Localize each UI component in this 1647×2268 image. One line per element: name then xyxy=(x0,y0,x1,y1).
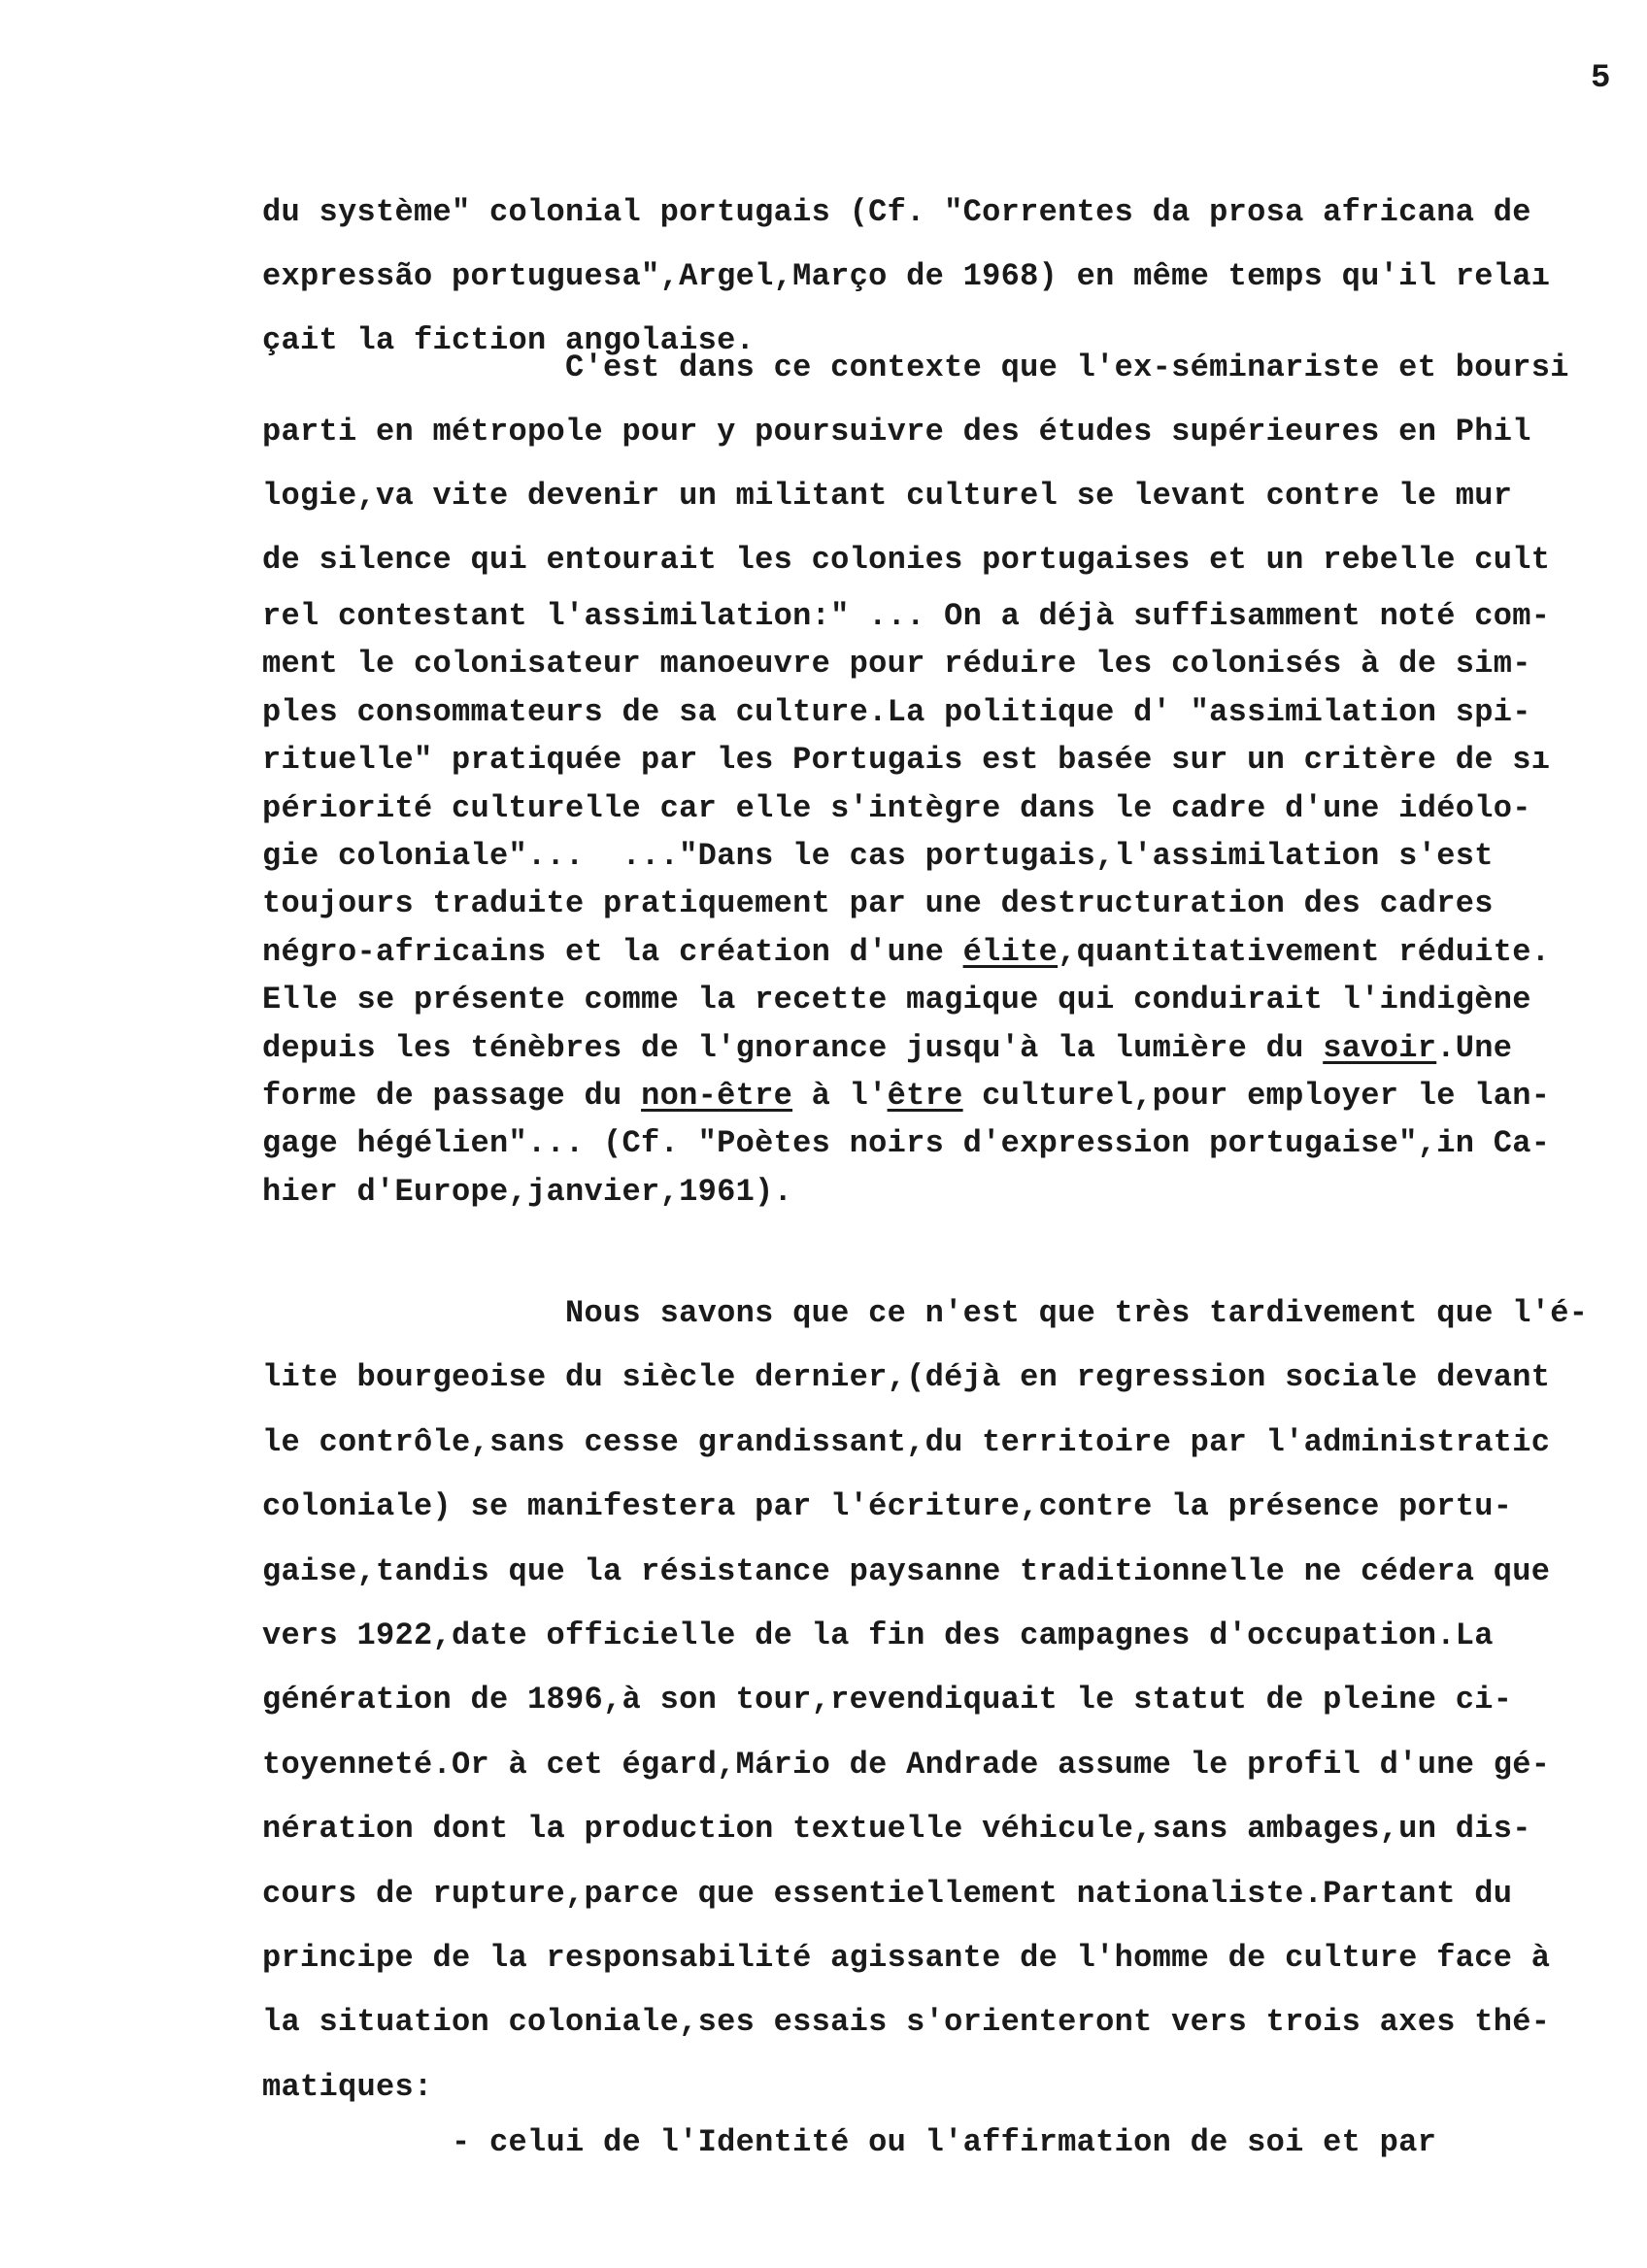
text-line: rituelle" pratiquée par les Portugais est basée sur un critère de sı xyxy=(262,742,1551,779)
text-line: C'est dans ce contexte que l'ex-séminariste et boursi xyxy=(262,350,1569,385)
text-line: toujours traduite pratiquement par une destructuration des cadres xyxy=(262,885,1494,922)
text-line: périorité culturelle car elle s'intègre dans le cadre d'une idéolo- xyxy=(262,789,1531,826)
text-line: gie coloniale"... ..."Dans le cas portugais,l'assimilation s'est xyxy=(262,837,1494,874)
underlined-word: élite xyxy=(962,933,1059,970)
underlined-word: non-être xyxy=(641,1077,793,1114)
paragraph-2 xyxy=(262,336,1631,1216)
text-line: çait la fiction angolaise. xyxy=(262,322,756,358)
underlined-word: être xyxy=(887,1077,963,1114)
paragraph-4 xyxy=(262,2111,1631,2175)
page-number: 5 xyxy=(1591,60,1611,97)
underlined-word: savoir xyxy=(1323,1029,1437,1066)
text-line: du système" colonial portugais (Cf. "Correntes da prosa africana de xyxy=(262,194,1531,230)
text-line: le contrôle,sans cesse grandissant,du territoire par l'administratic xyxy=(262,1423,1551,1460)
text-line: lite bourgeoise du siècle dernier,(déjà en regression sociale devant xyxy=(262,1359,1551,1396)
text-line: coloniale) se manifestera par l'écriture,contre la présence portu- xyxy=(262,1488,1513,1525)
text-line: hier d'Europe,janvier,1961). xyxy=(262,1173,793,1210)
text-line: de silence qui entourait les colonies portugaises et un rebelle cult xyxy=(262,542,1551,578)
text-line: Elle se présente comme la recette magique qui conduirait l'indigène xyxy=(262,982,1531,1018)
paragraph-3 xyxy=(262,1282,1631,2119)
text-line: nération dont la production textuelle véhicule,sans ambages,un dis- xyxy=(262,1811,1531,1848)
text-line: gage hégélien"... (Cf. "Poètes noirs d'expression portugaise",in Ca- xyxy=(262,1125,1551,1162)
text-line: - celui de l'Identité ou l'affirmation de soi et par xyxy=(262,2124,1437,2160)
text-line: ment le colonisateur manoeuvre pour réduire les colonisés à de sim- xyxy=(262,646,1531,683)
text-line: vers 1922,date officielle de la fin des campagnes d'occupation.La xyxy=(262,1618,1494,1654)
text-line: logie,va vite devenir un militant culturel se levant contre le mur xyxy=(262,478,1513,514)
text-line: Nous savons que ce n'est que très tardivement que l'é- xyxy=(262,1295,1589,1331)
text-line: négro-africains et la création d'une élite,quantitativement réduite. xyxy=(262,933,1551,970)
text-line: ples consommateurs de sa culture.La politique d' "assimilation spi- xyxy=(262,693,1531,730)
text-line: rel contestant l'assimilation:" ... On a déjà suffisamment noté com- xyxy=(262,598,1551,634)
text-line: principe de la responsabilité agissante de l'homme de culture face à xyxy=(262,1940,1551,1977)
text-line: forme de passage du non-être à l'être culturel,pour employer le lan- xyxy=(262,1077,1551,1114)
text-line: la situation coloniale,ses essais s'orienteront vers trois axes thé- xyxy=(262,2004,1551,2041)
text-line: parti en métropole pour y poursuivre des études supérieures en Phil xyxy=(262,414,1531,450)
text-line: cours de rupture,parce que essentiellement nationaliste.Partant du xyxy=(262,1875,1513,1912)
text-line: gaise,tandis que la résistance paysanne traditionnelle ne cédera que xyxy=(262,1552,1551,1589)
text-line: expressão portuguesa",Argel,Março de 1968) en même temps qu'il relaı xyxy=(262,258,1551,294)
text-line: matiques: xyxy=(262,2068,433,2105)
text-line: depuis les ténèbres de l'gnorance jusqu'à la lumière du savoir.Une xyxy=(262,1029,1513,1066)
text-line: toyenneté.Or à cet égard,Mário de Andrade assume le profil d'une gé- xyxy=(262,1746,1551,1783)
text-line: génération de 1896,à son tour,revendiquait le statut de pleine ci- xyxy=(262,1682,1513,1718)
